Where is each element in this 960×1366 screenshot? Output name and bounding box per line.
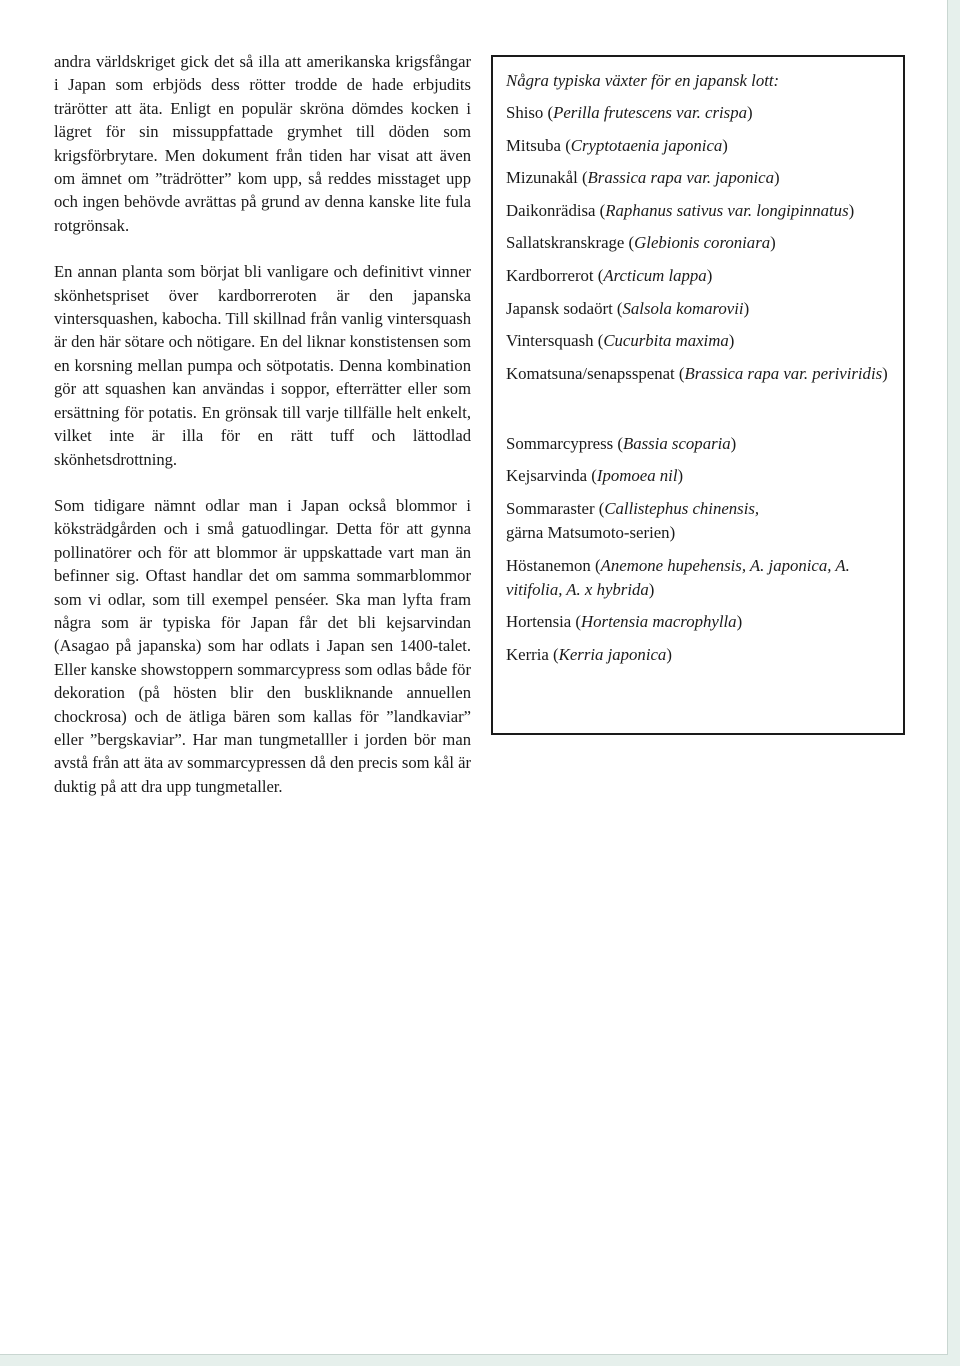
paragraph-kabocha: En annan planta som börjat bli vanligare och definitivt vinner skönhetspriset över kardborreroten är den japanska vintersquashen, kabocha. Till skillnad från vanlig vintersquash är den här sötare och nötigare. En del liknar konstistensen som en korsning mellan pumpa och sötpotatis. Denna kombination gör att squashen kan användas i soppor, efterrätter eller som ersättning för potatis. En grönsak till varje tillfälle helt enkelt, vilket inte är illa för en rätt tuff och lättodlad skönhetsdrottning. xyxy=(54,262,471,469)
list-item: Höstanemon (Anemone hupehensis, A. japonica, A. vitifolia, A. x hybrida) xyxy=(506,555,850,599)
paragraph-rotgronsak: andra världskriget gick det så illa att amerikanska krigsfångar i Japan som erbjöds dess rötter trodde de hade erbjudits trärötter att äta. Enligt en populär skröna dömdes kocken i lägret för sin missuppfattade grymhet till döden som krigsförbrytare. Men dokument från tiden har visat att även om ämnet om ”trädrötter” kom upp, så reddes misstaget upp och ingen behövde avrättas på grund av denna kanske lite fula rotgrönsak. xyxy=(54,52,471,235)
list-item: Kejsarvinda (Ipomoea nil) xyxy=(506,466,684,486)
plant-box-heading: Några typiska växter för en japansk lott: xyxy=(506,71,780,90)
paragraph-blommor: Som tidigare nämnt odlar man i Japan också blommor i köksträdgården och i små gatuodlingar. Detta för att gynna pollinatörer och för att blommor är uppskattade vart man än befinner sig. Oftast handlar det om samma sommarblommor som vi odlar, som till exempel penséer. Ska man lyfta fram några som är typiska för Japan får det bli kejsarvindan (Asagao på japanska) som har odlats i Japan sen 1400-talet. Eller kanske showstoppern sommarcypress som odlas både för dekoration (på hösten blir den buskliknande annuellen chockrosa) och de ätliga bären som kallas för ”landkaviar” eller ”bergskaviar”. Har man tungmetalller i jorden bör man avstå från att äta av sommarcypressen då den precis som kål är duktig på att dra upp tungmetaller. xyxy=(54,495,471,796)
list-item: Daikonrädisa (Raphanus sativus var. longipinnatus) xyxy=(506,200,855,220)
list-item: Hortensia (Hortensia macrophylla) xyxy=(506,612,743,632)
list-item: Sommarcypress (Bassia scoparia) xyxy=(506,433,737,453)
list-item: Mizunakål (Brassica rapa var. japonica) xyxy=(506,168,780,188)
vegetable-list xyxy=(506,101,891,386)
list-item: Sommaraster (Callistephus chinensis, gärna Matsumoto-serien) xyxy=(506,498,760,542)
list-item: Vintersquash (Cucurbita maxima) xyxy=(506,331,735,351)
list-item: Komatsuna/senapsspenat (Brassica rapa var. periviridis) xyxy=(506,363,888,383)
list-item: Mitsuba (Cryptotaenia japonica) xyxy=(506,135,728,155)
flower-list xyxy=(506,432,891,667)
list-item: Kardborrerot (Arcticum lappa) xyxy=(506,265,713,285)
plant-list-box xyxy=(491,55,905,735)
list-item: Shiso (Perilla frutescens var. crispa) xyxy=(506,103,753,122)
list-item: Kerria (Kerria japonica) xyxy=(506,644,672,664)
list-item: Japansk sodaört (Salsola komarovii) xyxy=(506,298,750,318)
list-item: Sallatskranskrage (Glebionis coroniara) xyxy=(506,233,776,253)
body-text-column xyxy=(54,50,471,821)
